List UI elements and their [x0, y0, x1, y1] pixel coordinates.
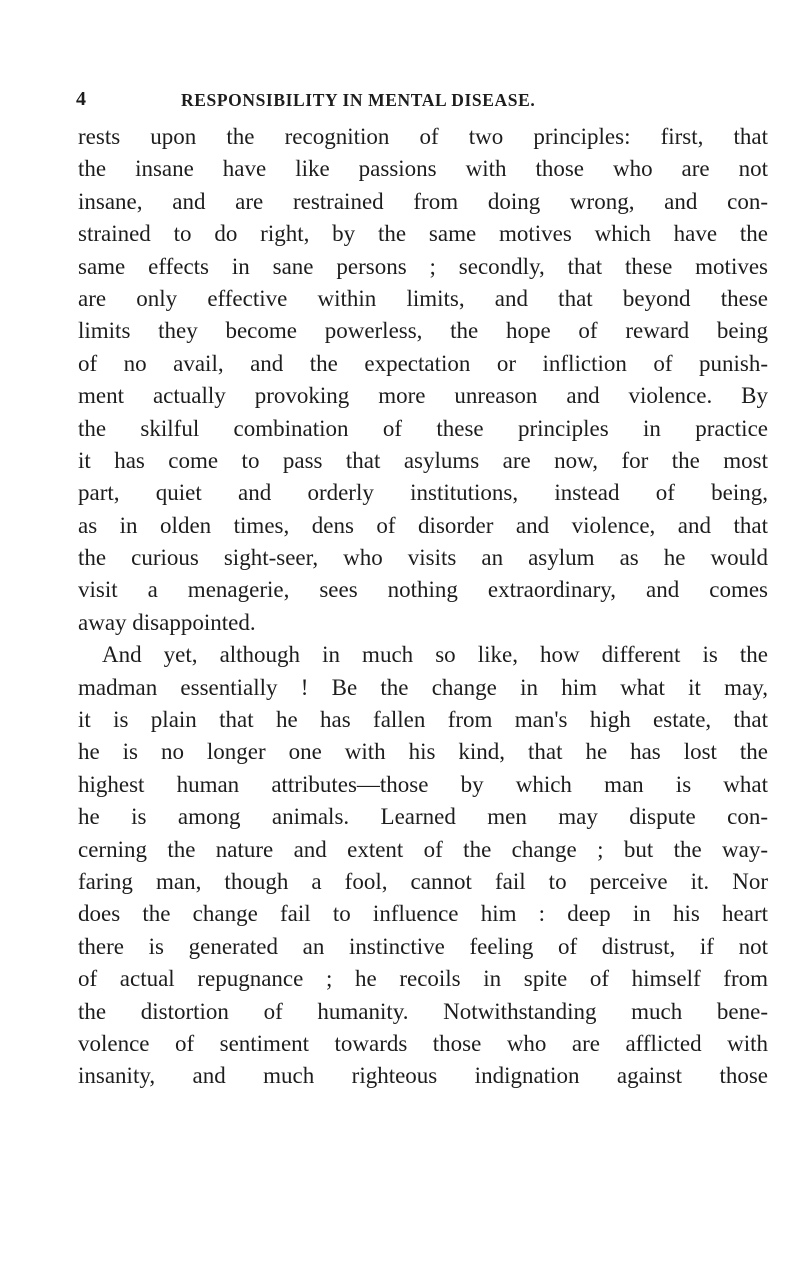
page-number: 4 [76, 88, 86, 110]
text-line: volence of sentiment towards those who are afflicted with [78, 1030, 768, 1056]
text-line: strained to do right, by the same motives which have the [78, 221, 768, 247]
text-line: same effects in sane persons ; secondly, that these motives [78, 253, 768, 279]
text-line: rests upon the recognition of two principles: first, that [78, 124, 768, 149]
text-line: it is plain that he has fallen from man's high estate, that [78, 707, 768, 733]
text-line: visit a menagerie, sees nothing extraordinary, and comes [78, 577, 768, 603]
running-head [76, 88, 756, 112]
text-line: the curious sight-seer, who visits an asylum as he would [78, 545, 768, 571]
text-line: the distortion of humanity. Notwithstanding much bene- [78, 998, 768, 1024]
text-line: the skilful combination of these principles in practice [78, 415, 768, 441]
text-line: cerning the nature and extent of the change ; but the way- [78, 836, 768, 862]
text-line: insane, and are restrained from doing wrong, and con- [78, 188, 768, 214]
text-line: away disappointed. [78, 609, 256, 635]
text-line: as in olden times, dens of disorder and violence, and that [78, 512, 768, 538]
text-line: of actual repugnance ; he recoils in spite of himself from [78, 966, 768, 992]
paragraph-start-line: And yet, although in much so like, how different is the [102, 642, 768, 668]
text-line: limits they become powerless, the hope of reward being [78, 318, 768, 344]
body-text [78, 121, 768, 1093]
text-line: part, quiet and orderly institutions, instead of being, [78, 480, 768, 506]
text-line: the insane have like passions with those who are not [78, 156, 768, 182]
text-line: madman essentially ! Be the change in him what it may, [78, 674, 768, 700]
text-line: of no avail, and the expectation or infliction of punish- [78, 350, 768, 376]
text-line: does the change fail to influence him : deep in his heart [78, 901, 768, 927]
text-line: faring man, though a fool, cannot fail to perceive it. Nor [78, 868, 768, 894]
text-line: insanity, and much righteous indignation against those [78, 1063, 768, 1089]
text-line: he is among animals. Learned men may dispute con- [78, 804, 768, 830]
text-line: ment actually provoking more unreason and violence. By [78, 383, 768, 409]
text-line: he is no longer one with his kind, that he has lost the [78, 739, 768, 765]
text-line: it has come to pass that asylums are now, for the most [78, 447, 768, 473]
running-title: RESPONSIBILITY IN MENTAL DISEASE. [181, 90, 536, 110]
text-line: there is generated an instinctive feeling of distrust, if not [78, 933, 768, 959]
text-line: are only effective within limits, and that beyond these [78, 285, 768, 311]
text-line: highest human attributes—those by which man is what [78, 771, 768, 797]
